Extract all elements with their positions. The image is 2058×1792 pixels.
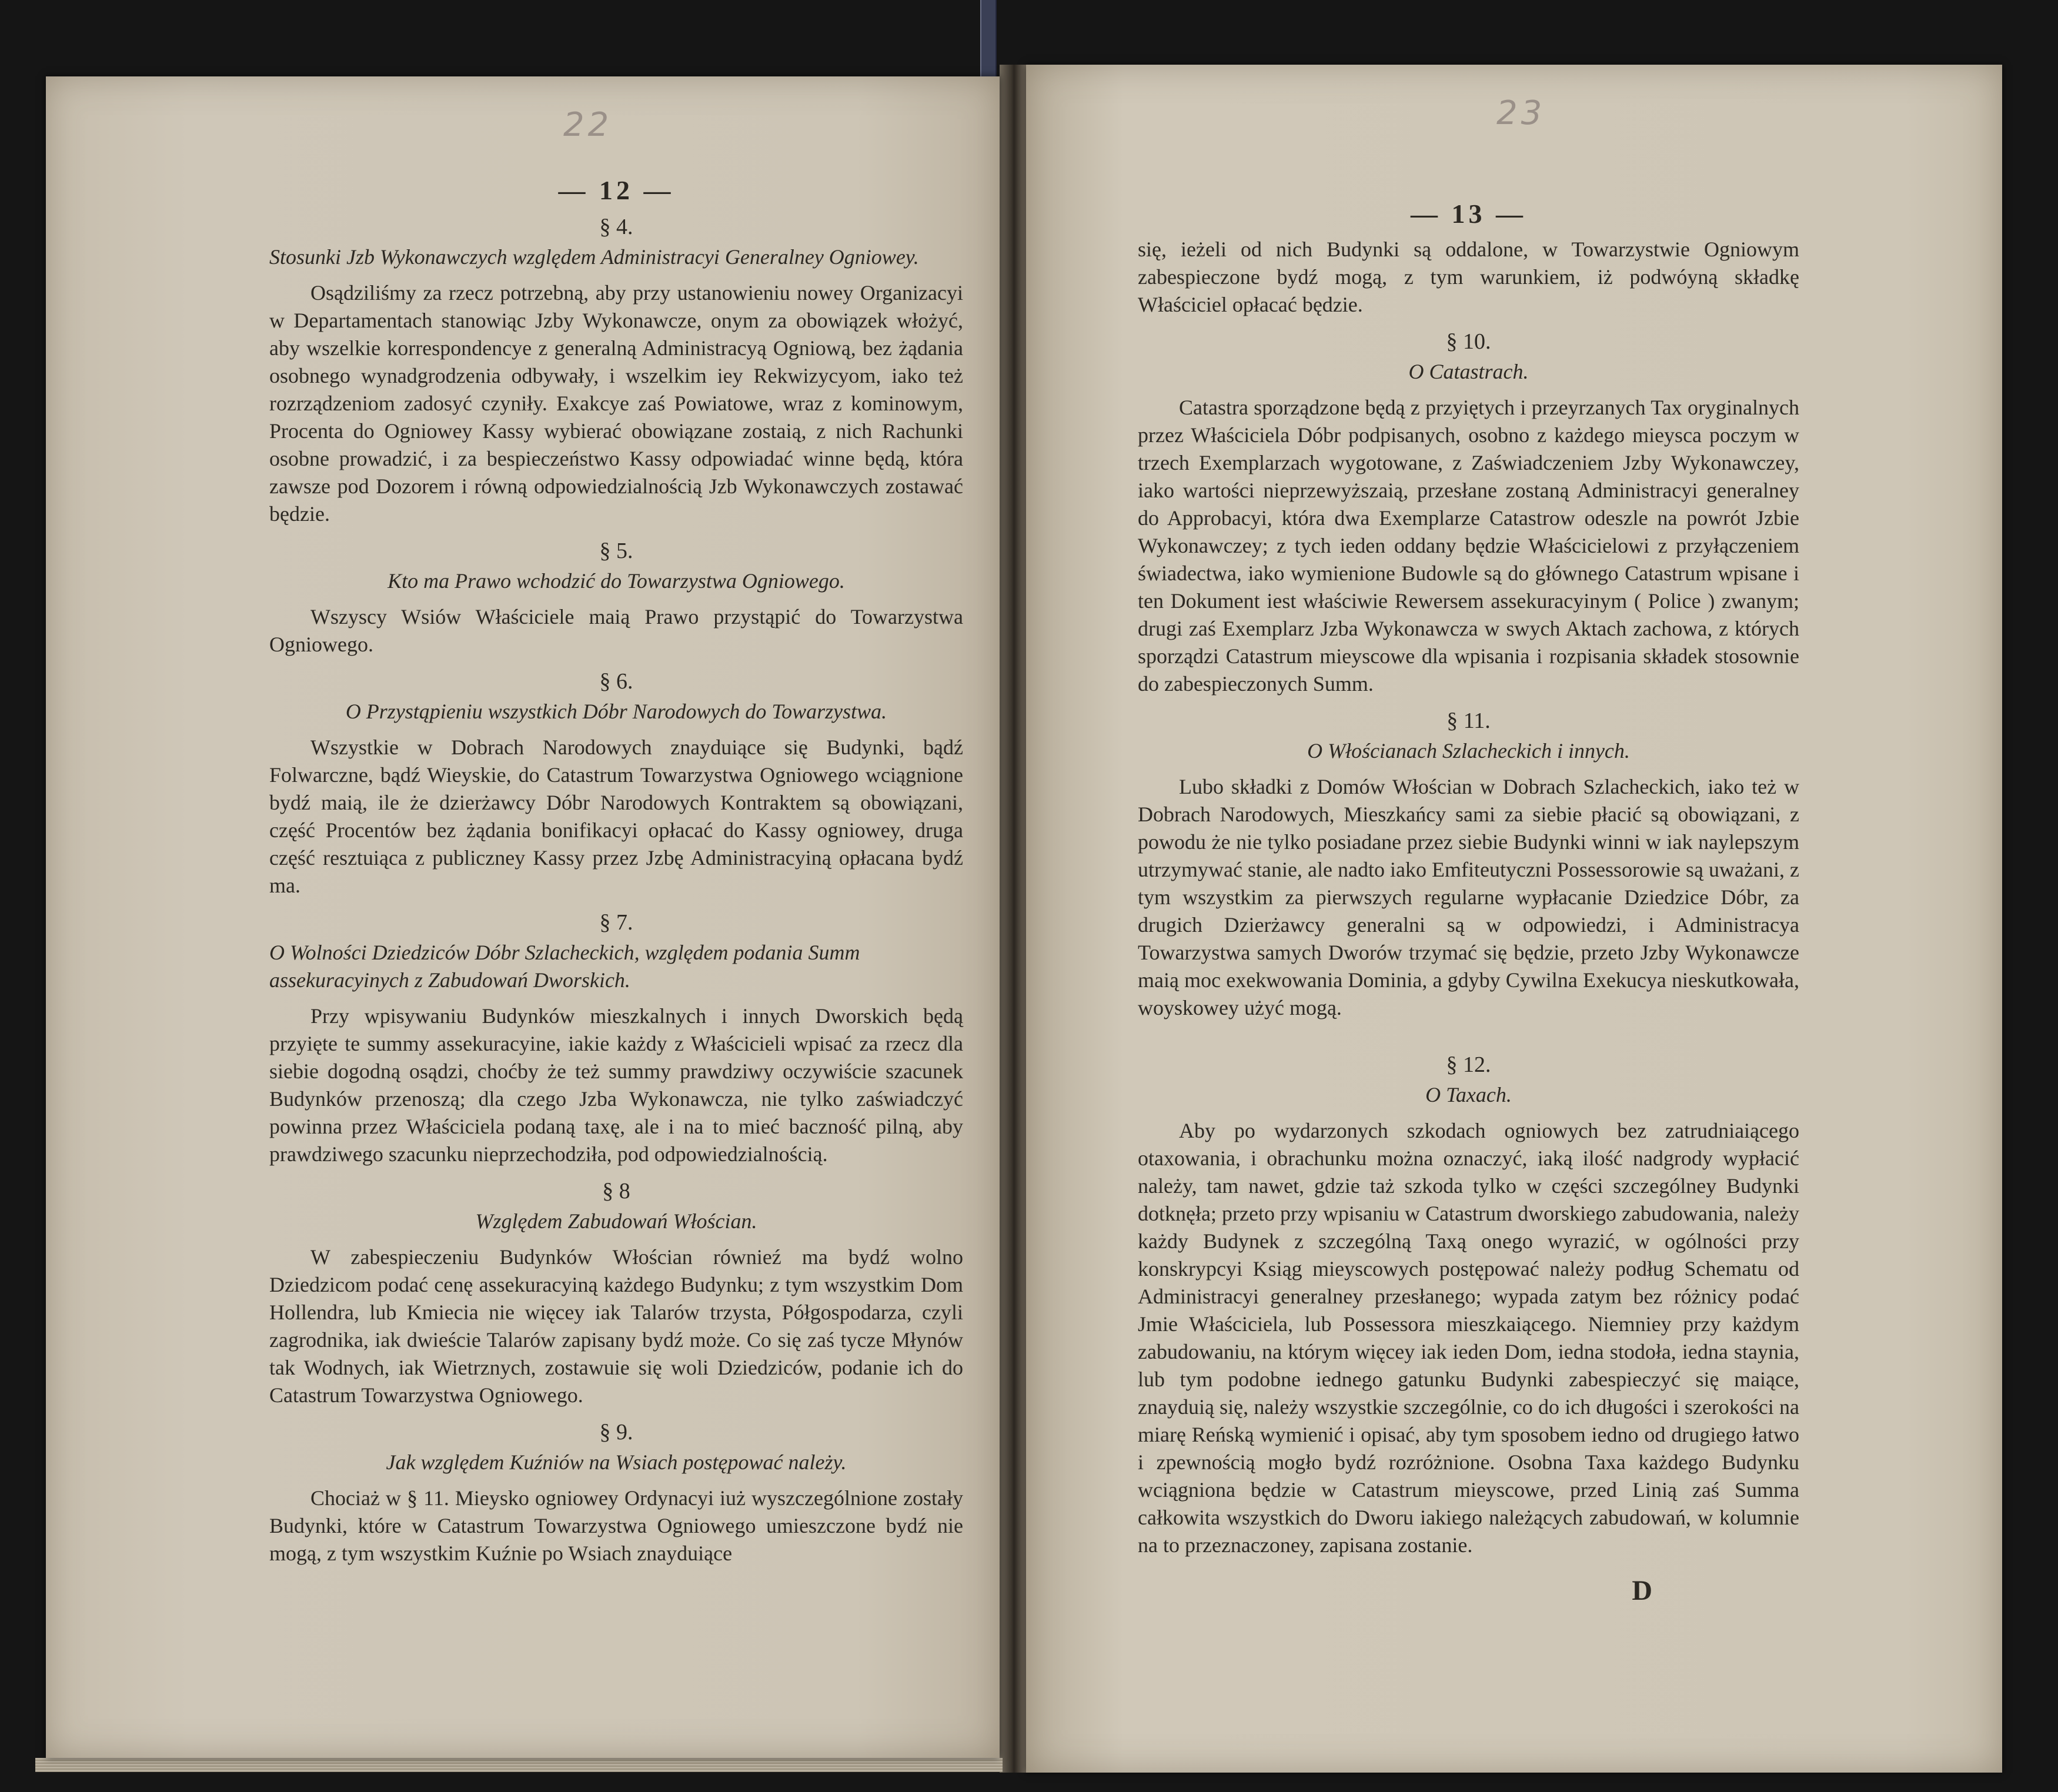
- section-number: § 5.: [599, 539, 633, 563]
- section-number: § 6.: [599, 669, 633, 694]
- section-text: Aby po wydarzonych szkodach ogniowych bez zatrudniaiącego otaxowania, i obrachunku można oznaczyć, iaką ilość nadgrody wypłacić należy, tam nawet, gdzie taż szkoda tylko w części szczególney Budynki dotknęła; przeto przy wpisaniu w Catastrum dworskiego zabudowania, należy każdy Budynek z szczególną Taxą onego wyrazić, w ogólności przy konskrypcyi Ksiąg mieyscowych postępować należy podług Schematu od Administracyi generalney przesłanego; wypada zatym bez różnicy podać Jmie Właściciela, lub Possessora mieszkaiącego. Niemniey przy każdym zabudowaniu, na którym więcey iak ieden Dom, iedna stodoła, iedna staynia, lub tym podobne iednego gatunku Budynki zabespieczyć się maiące, znayduią się, należy wszystkie szczególnie, co do ich długości i szerokości na miarę Reńską wymienić i opisać, aby tym sposobem iedno od drugiego łatwo i zpewnością mogło bydź rozróżnione. Osobna Taxa każdego Budynku wciągniona będzie w Catastrum mieyscowe, przed Linią zaś Summa całkowita wszystkich do Dworu iakiego należących zabudowań, w kolumnie na to przeznaczoney, zapisana zostanie.: [1138, 1119, 1799, 1557]
- pencil-folio-right: 23: [1496, 94, 1546, 132]
- section-number: § 10.: [1446, 329, 1491, 354]
- section-text: Lubo składki z Domów Włościan w Dobrach Szlacheckich, iako też w Dobrach Narodowych, Mieszkańcy sami za siebie płacić są obowiązani, z powodu że nie tylko posiadane przez siebie Budynki winni w iak nayleрszym utrzymywać stanie, ale nadto iako Emfiteutyczni Possessorowie są uważani, z tym wszystkim za pierwszych regularne wypłacanie Dziedzice Dóbr, za drugich Dzierżawcy generalni są w odpowiedzi, i Administracya Towarzystwa samych Dworów trzymać się będzie, przeto Jzby Wykonawcze maią moc exekwowania Dominia, a gdyby Cywilna Exekucya nieskutkowała, woyskowey użyć mogą.: [1138, 775, 1799, 1019]
- book-gutter: [1000, 65, 1026, 1773]
- section-text: Chociaż w § 11. Mieysko ogniowey Ordynacyi iuż wyszczególnione zostały Budynki, które w Catastrum Towarzystwa Ogniowego umieszczone bydź nie mogą, z tym wszystkim Kuźnie po Wsiach znayduiące: [269, 1486, 963, 1565]
- section-text: Wszyscy Wsiów Właściciele maią Prawo przystąpić do Towarzystwa Ogniowego.: [269, 605, 963, 656]
- section-title: O Catastrach.: [1408, 360, 1529, 383]
- page-number-right: — 13 —: [1411, 199, 1526, 229]
- section-title: O Taxach.: [1425, 1083, 1512, 1106]
- right-page-column: [1138, 200, 1799, 1604]
- pencil-folio-left: 22: [563, 106, 613, 144]
- page-stack-edge: [35, 1758, 1003, 1772]
- section-title: O Włościanach Szlacheckich i innych.: [1307, 739, 1630, 763]
- section-number: § 7.: [599, 910, 633, 935]
- left-page: [46, 76, 1000, 1758]
- section-title: Względem Zabudowań Włościan.: [475, 1209, 757, 1233]
- right-page: [1026, 65, 2002, 1773]
- section-number: § 4.: [599, 215, 633, 239]
- section-title: O Wolności Dziedziców Dóbr Szlacheckich, względem podania Summ assekuracyinych z Zabudowań Dworskich.: [269, 941, 860, 992]
- section-text: Wszystkie w Dobrach Narodowych znayduiące się Budynki, bądź Folwarczne, bądź Wieyskie, do Catastrum Towarzystwa Ogniowego wciągnione bydź maią, ile że dzierżawcy Dóbr Narodowych Kontraktem są obowiązani, część Procentów bez żądania bonifikacyi opłacać do Kassy ogniowey, druga część resztuiąca z publiczney Kassy przez Jzbę Administracyiną opłacana bydź ma.: [269, 735, 963, 897]
- continuation-text: się, ieżeli od nich Budynki są oddalone, w Towarzystwie Ogniowym zabespieczone bydź mogą, z tym warunkiem, iż podwóyną składkę Właściciel opłacać będzie.: [1138, 238, 1799, 316]
- section-text: Catastra sporządzone będą z przyiętych i przeyrzanych Tax oryginalnych przez Właściciela Dóbr podpisanych, osobno z każdego mieysca poczym w trzech Exemplarzach wygotowane, z Zaświadczeniem Jzby Wykonawczey, iako wartości nieprzewyższaią, przesłane zostaną Administracyi generalney do Approbacyi, która dwa Exemplarze Catastrow odeszle na powrót Jzbie Wykonawczey; z tych ieden oddany będzie Właścicielowi z przyłączeniem świadectwa, iako wymienione Budowle są do głównego Catastrum wpisane i ten Dokument iest właściwie Rewersem assekuracyinym ( Police ) zwanym; drugi zaś Exemplarz Jzba Wykonawcza w swych Aktach zachowa, z których sporządzi Catastrum mieyscowe dla wpisania i rozpisania składek stosownie do zabespieczonych Summ.: [1138, 396, 1799, 696]
- section-text: Przy wpisywaniu Budynków mieszkalnych i innych Dworskich będą przyięte te summy assekuracyine, iakie każdy z Właścicieli wpisać za rzecz dla siebie dogodną osądzi, choćby że też summy prawdziwy oczywiście szacunek Budynków przenoszą; dla czego Jzba Wykonawcza, nie tylko zaświadczyć powinna przez Właściciela podaną taxę, ale i na to mieć baczność pilną, aby prawdziwego szacunku nieprzechodziła, pod odpowiedzialnością.: [269, 1004, 963, 1166]
- page-number-left: — 12 —: [558, 175, 674, 205]
- section-title: Stosunki Jzb Wykonawczych względem Administracyi Generalney Ogniowey.: [269, 245, 919, 269]
- section-text: Osądziliśmy za rzecz potrzebną, aby przy ustanowieniu nowey Organizacyi w Departamentach stanowiąc Jzby Wykonawcze, onym za obowiązek włożyć, aby wszelkie korrespondencye z generalną Administracyą Ogniową, bez żądania osobnego wynadgrodzenia odbywały, i wszelkim iey Rekwizycyom, iako też rozrządzeniom zadosyć czyniły. Exakcye zaś Powiatowe, wraz z kominowym, Procenta do Ogniowey Kassy wybierać obowiązane zostaią, z nich Rachunki osobne prowadzić, i za bespieczeństwo Kassy odpowiadać winne będą, która zawsze pod Dozorem i równą odpowiedzialnością Jzb Wykonawczych zostawać będzie.: [269, 281, 963, 526]
- section-number: § 8: [602, 1179, 630, 1203]
- section-title: Kto ma Prawo wchodzić do Towarzystwa Ogniowego.: [387, 569, 845, 593]
- signature-mark: D: [1632, 1575, 1652, 1606]
- section-number: § 12.: [1446, 1052, 1491, 1077]
- section-number: § 11.: [1446, 708, 1491, 733]
- section-text: W zabespieczeniu Budynków Włościan równieź ma bydź wolno Dziedzicom podać cenę assekuracyiną każdego Budynku; z tym wszystkim Dom Hollendra, lub Kmiecia nie więcey iak Talarów trzysta, Półgospodarza, czyli zagrodnika, iak dwieście Talarów zapisany bydź może. Co się zaś tycze Młynów tak Wodnych, iak Wietrznych, zostawuie się woli Dziedziców, podanie ich do Catastrum Towarzystwa Ogniowego.: [269, 1245, 963, 1407]
- section-number: § 9.: [599, 1420, 633, 1445]
- section-title: O Przystąpieniu wszystkich Dóbr Narodowych do Towarzystwa.: [345, 700, 887, 723]
- section-title: Jak względem Kuźniów na Wsiach postępować należy.: [386, 1450, 847, 1474]
- left-page-column: [269, 176, 963, 1571]
